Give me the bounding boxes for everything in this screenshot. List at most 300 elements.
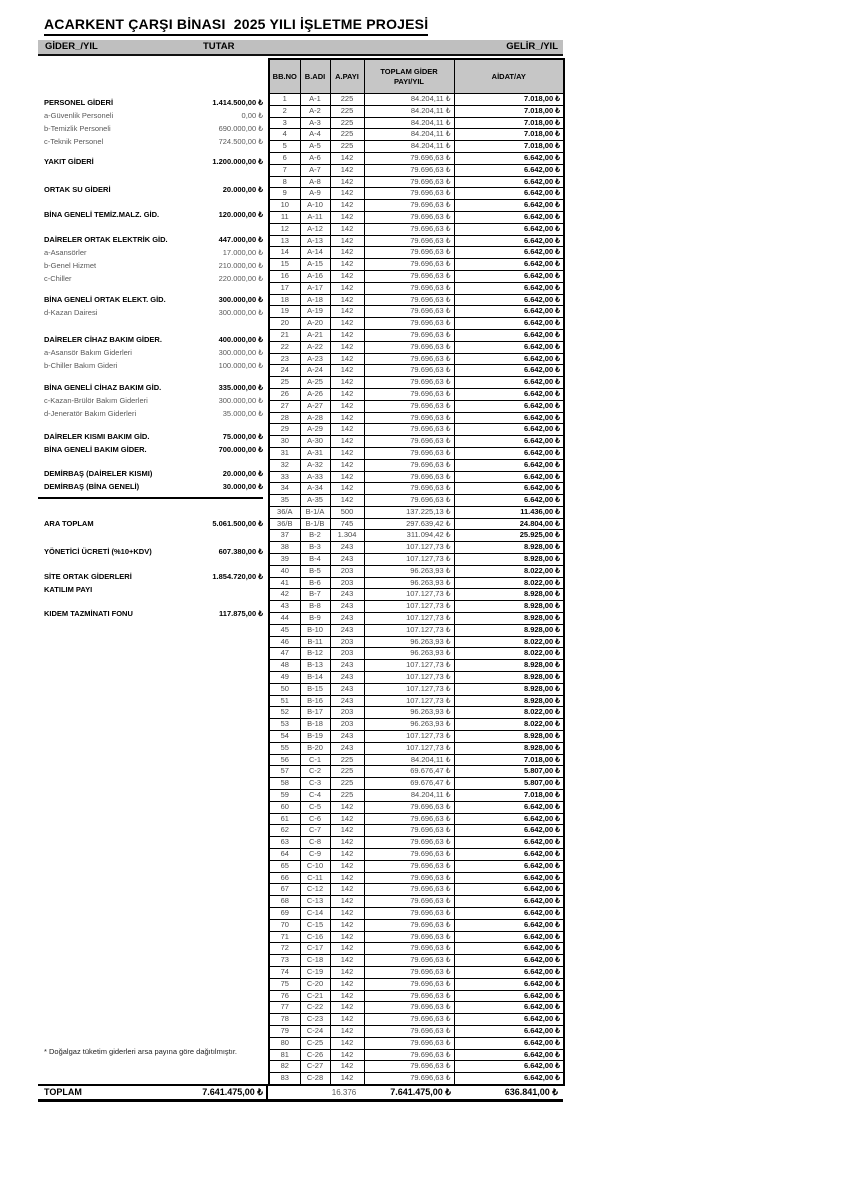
- unit-name-cell: C-3: [300, 778, 330, 790]
- expense-item: [38, 246, 263, 259]
- unit-no-cell: 67: [269, 884, 300, 896]
- land-share-cell: 243: [330, 589, 364, 601]
- unit-name-cell: C-20: [300, 978, 330, 990]
- table-row: [269, 259, 564, 271]
- expense-item: [38, 293, 263, 306]
- table-row: [269, 424, 564, 436]
- expense-item-label: ORTAK SU GİDERİ: [44, 185, 111, 194]
- expense-item-label: d-Kazan Dairesi: [44, 308, 98, 317]
- table-row: [269, 1037, 564, 1049]
- expense-item: [38, 359, 263, 372]
- monthly-due-cell: 6.642,00 ₺: [454, 223, 564, 235]
- unit-name-cell: C-7: [300, 825, 330, 837]
- expense-item-label: YÖNETİCİ ÜCRETİ (%10+KDV): [44, 547, 152, 556]
- yearly-share-cell: 84.204,11 ₺: [364, 754, 454, 766]
- unit-name-cell: B-9: [300, 613, 330, 625]
- unit-name-cell: C-17: [300, 943, 330, 955]
- land-share-cell: 142: [330, 247, 364, 259]
- unit-name-cell: A-32: [300, 459, 330, 471]
- land-share-cell: 142: [330, 860, 364, 872]
- unit-no-cell: 69: [269, 907, 300, 919]
- table-row: [269, 436, 564, 448]
- table-row: [269, 660, 564, 672]
- unit-name-cell: B-3: [300, 542, 330, 554]
- unit-no-cell: 71: [269, 931, 300, 943]
- table-row: [269, 483, 564, 495]
- monthly-due-cell: 6.642,00 ₺: [454, 849, 564, 861]
- yearly-share-cell: 79.696,63 ₺: [364, 990, 454, 1002]
- monthly-due-cell: 6.642,00 ₺: [454, 896, 564, 908]
- unit-no-cell: 32: [269, 459, 300, 471]
- monthly-due-cell: 6.642,00 ₺: [454, 1073, 564, 1085]
- unit-name-cell: C-18: [300, 955, 330, 967]
- unit-no-cell: 19: [269, 306, 300, 318]
- grand-total-bottom-border: [38, 1099, 563, 1102]
- land-share-cell: 142: [330, 282, 364, 294]
- yearly-share-cell: 79.696,63 ₺: [364, 412, 454, 424]
- table-row: [269, 931, 564, 943]
- yearly-share-cell: 79.696,63 ₺: [364, 377, 454, 389]
- table-row: [269, 695, 564, 707]
- table-row: [269, 978, 564, 990]
- unit-no-cell: 18: [269, 294, 300, 306]
- yearly-share-cell: 79.696,63 ₺: [364, 223, 454, 235]
- monthly-due-cell: 7.018,00 ₺: [454, 141, 564, 153]
- yearly-share-cell: 79.696,63 ₺: [364, 919, 454, 931]
- table-row: [269, 188, 564, 200]
- unit-no-cell: 4: [269, 129, 300, 141]
- table-row: [269, 270, 564, 282]
- monthly-due-cell: 6.642,00 ₺: [454, 495, 564, 507]
- table-row: [269, 754, 564, 766]
- unit-name-cell: C-8: [300, 837, 330, 849]
- grand-total-monthly-value: 636.841,00 ₺: [504, 1087, 558, 1097]
- unit-no-cell: 29: [269, 424, 300, 436]
- land-share-cell: 142: [330, 176, 364, 188]
- unit-name-cell: B-17: [300, 707, 330, 719]
- monthly-due-cell: 8.928,00 ₺: [454, 542, 564, 554]
- yearly-share-cell: 84.204,11 ₺: [364, 117, 454, 129]
- land-share-cell: 225: [330, 117, 364, 129]
- table-row: [269, 141, 564, 153]
- yearly-share-cell: 107.127,73 ₺: [364, 683, 454, 695]
- unit-no-cell: 25: [269, 377, 300, 389]
- unit-name-cell: A-18: [300, 294, 330, 306]
- monthly-due-cell: 6.642,00 ₺: [454, 907, 564, 919]
- expense-group: [38, 517, 263, 530]
- unit-no-cell: 51: [269, 695, 300, 707]
- table-row: [269, 849, 564, 861]
- land-share-cell: 142: [330, 164, 364, 176]
- unit-no-cell: 56: [269, 754, 300, 766]
- expense-group: [38, 545, 263, 558]
- yearly-share-cell: 84.204,11 ₺: [364, 105, 454, 117]
- land-share-cell: 142: [330, 200, 364, 212]
- expense-group: [38, 607, 263, 620]
- table-row: [269, 176, 564, 188]
- expense-item-label: b-Temizlik Personeli: [44, 124, 111, 133]
- yearly-share-cell: 297.639,42 ₺: [364, 518, 454, 530]
- yearly-share-cell: 79.696,63 ₺: [364, 1025, 454, 1037]
- unit-name-cell: C-1: [300, 754, 330, 766]
- table-row: [269, 860, 564, 872]
- expense-item-amount: 300.000,00 ₺: [218, 396, 263, 405]
- land-share-cell: 142: [330, 919, 364, 931]
- unit-name-cell: A-17: [300, 282, 330, 294]
- expense-item-label: BİNA GENELİ CİHAZ BAKIM GİD.: [44, 383, 162, 392]
- expense-item: [38, 233, 263, 246]
- unit-no-cell: 28: [269, 412, 300, 424]
- monthly-due-cell: 8.022,00 ₺: [454, 648, 564, 660]
- unit-name-cell: A-10: [300, 200, 330, 212]
- unit-name-cell: B-1/A: [300, 506, 330, 518]
- unit-no-cell: 13: [269, 235, 300, 247]
- yearly-share-cell: 79.696,63 ₺: [364, 436, 454, 448]
- land-share-cell: 500: [330, 506, 364, 518]
- land-share-cell: 142: [330, 188, 364, 200]
- land-share-cell: 142: [330, 412, 364, 424]
- table-row: [269, 1002, 564, 1014]
- unit-name-cell: C-4: [300, 790, 330, 802]
- monthly-due-cell: 8.928,00 ₺: [454, 554, 564, 566]
- expense-item-amount: 1.414.500,00 ₺: [212, 98, 263, 107]
- expense-item-label: d-Jeneratör Bakım Giderleri: [44, 409, 137, 418]
- grand-total-separator: [266, 1084, 268, 1099]
- yearly-share-cell: 79.696,63 ₺: [364, 943, 454, 955]
- unit-no-cell: 20: [269, 318, 300, 330]
- table-row: [269, 1061, 564, 1073]
- unit-no-cell: 65: [269, 860, 300, 872]
- monthly-due-cell: 6.642,00 ₺: [454, 943, 564, 955]
- monthly-due-cell: 24.804,00 ₺: [454, 518, 564, 530]
- land-share-cell: 142: [330, 837, 364, 849]
- unit-name-cell: A-2: [300, 105, 330, 117]
- unit-name-cell: A-28: [300, 412, 330, 424]
- land-share-cell: 142: [330, 424, 364, 436]
- unit-no-cell: 6: [269, 152, 300, 164]
- yearly-share-cell: 107.127,73 ₺: [364, 613, 454, 625]
- unit-name-cell: B-13: [300, 660, 330, 672]
- table-row: [269, 388, 564, 400]
- expense-item-label: DAİRELER ORTAK ELEKTRİK GİD.: [44, 235, 168, 244]
- table-row: [269, 412, 564, 424]
- expense-item: [38, 155, 263, 168]
- table-row: [269, 152, 564, 164]
- unit-no-cell: 50: [269, 683, 300, 695]
- land-share-cell: 142: [330, 849, 364, 861]
- land-share-cell: 142: [330, 1014, 364, 1026]
- unit-name-cell: A-8: [300, 176, 330, 188]
- monthly-due-cell: 6.642,00 ₺: [454, 188, 564, 200]
- monthly-due-cell: 6.642,00 ₺: [454, 377, 564, 389]
- land-share-cell: 142: [330, 318, 364, 330]
- table-row: [269, 955, 564, 967]
- expense-item: [38, 333, 263, 346]
- land-share-cell: 225: [330, 94, 364, 106]
- table-row: [269, 530, 564, 542]
- monthly-due-cell: 6.642,00 ₺: [454, 270, 564, 282]
- land-share-cell: 142: [330, 884, 364, 896]
- unit-name-cell: A-9: [300, 188, 330, 200]
- expense-item-amount: 220.000,00 ₺: [218, 274, 263, 283]
- land-share-cell: 142: [330, 436, 364, 448]
- land-share-cell: 203: [330, 565, 364, 577]
- unit-no-cell: 82: [269, 1061, 300, 1073]
- unit-no-cell: 35: [269, 495, 300, 507]
- table-row: [269, 365, 564, 377]
- unit-no-cell: 21: [269, 329, 300, 341]
- expense-item-label: a-Güvenlik Personeli: [44, 111, 114, 120]
- monthly-due-cell: 11.436,00 ₺: [454, 506, 564, 518]
- income-table-column-header: TOPLAM GİDER PAYI/YIL: [364, 59, 454, 94]
- expense-item: [38, 394, 263, 407]
- yearly-share-cell: 107.127,73 ₺: [364, 624, 454, 636]
- expense-item-amount: 20.000,00 ₺: [222, 185, 263, 194]
- land-share-cell: 243: [330, 672, 364, 684]
- yearly-share-cell: 79.696,63 ₺: [364, 235, 454, 247]
- yearly-share-cell: 79.696,63 ₺: [364, 907, 454, 919]
- unit-name-cell: C-14: [300, 907, 330, 919]
- yearly-share-cell: 107.127,73 ₺: [364, 542, 454, 554]
- yearly-share-cell: 79.696,63 ₺: [364, 837, 454, 849]
- yearly-share-cell: 107.127,73 ₺: [364, 589, 454, 601]
- unit-no-cell: 12: [269, 223, 300, 235]
- unit-no-cell: 75: [269, 978, 300, 990]
- expense-group: [38, 155, 263, 168]
- monthly-due-cell: 6.642,00 ₺: [454, 235, 564, 247]
- monthly-due-cell: 6.642,00 ₺: [454, 282, 564, 294]
- land-share-cell: 142: [330, 907, 364, 919]
- unit-name-cell: C-28: [300, 1073, 330, 1085]
- monthly-due-cell: 8.928,00 ₺: [454, 731, 564, 743]
- unit-name-cell: A-26: [300, 388, 330, 400]
- monthly-due-cell: 6.642,00 ₺: [454, 813, 564, 825]
- table-row: [269, 377, 564, 389]
- unit-no-cell: 55: [269, 742, 300, 754]
- unit-name-cell: A-5: [300, 141, 330, 153]
- unit-no-cell: 43: [269, 601, 300, 613]
- land-share-cell: 142: [330, 1073, 364, 1085]
- unit-no-cell: 31: [269, 447, 300, 459]
- land-share-cell: 142: [330, 990, 364, 1002]
- expense-item-label: b-Genel Hizmet: [44, 261, 97, 270]
- monthly-due-cell: 8.928,00 ₺: [454, 624, 564, 636]
- yearly-share-cell: 84.204,11 ₺: [364, 129, 454, 141]
- expense-item-amount: 335.000,00 ₺: [218, 383, 263, 392]
- yearly-share-cell: 79.696,63 ₺: [364, 471, 454, 483]
- yearly-share-cell: 79.696,63 ₺: [364, 294, 454, 306]
- expense-item-amount: 5.061.500,00 ₺: [212, 519, 263, 528]
- expense-item-amount: 300.000,00 ₺: [218, 295, 263, 304]
- land-share-cell: 142: [330, 447, 364, 459]
- expense-group: [38, 381, 263, 420]
- unit-name-cell: A-12: [300, 223, 330, 235]
- yearly-share-cell: 96.263,93 ₺: [364, 648, 454, 660]
- unit-name-cell: A-13: [300, 235, 330, 247]
- land-share-cell: 142: [330, 943, 364, 955]
- unit-no-cell: 11: [269, 211, 300, 223]
- unit-name-cell: B-11: [300, 636, 330, 648]
- table-row: [269, 94, 564, 106]
- monthly-due-cell: 6.642,00 ₺: [454, 919, 564, 931]
- expense-item-label: c-Teknik Personel: [44, 137, 104, 146]
- land-share-cell: 142: [330, 471, 364, 483]
- unit-no-cell: 39: [269, 554, 300, 566]
- yearly-share-cell: 96.263,93 ₺: [364, 636, 454, 648]
- expense-item-label: a-Asansör Bakım Giderleri: [44, 348, 132, 357]
- table-row: [269, 329, 564, 341]
- yearly-share-cell: 79.696,63 ₺: [364, 164, 454, 176]
- monthly-due-cell: 7.018,00 ₺: [454, 117, 564, 129]
- monthly-due-cell: 8.022,00 ₺: [454, 707, 564, 719]
- expense-item-label: KIDEM TAZMİNATI FONU: [44, 609, 133, 618]
- unit-no-cell: 14: [269, 247, 300, 259]
- table-row: [269, 105, 564, 117]
- yearly-share-cell: 107.127,73 ₺: [364, 672, 454, 684]
- unit-name-cell: A-1: [300, 94, 330, 106]
- expense-item: [38, 122, 263, 135]
- unit-no-cell: 47: [269, 648, 300, 660]
- grand-total-share-value: 16.376: [331, 1088, 357, 1097]
- unit-no-cell: 7: [269, 164, 300, 176]
- table-row: [269, 801, 564, 813]
- land-share-cell: 225: [330, 778, 364, 790]
- land-share-cell: 142: [330, 813, 364, 825]
- yearly-share-cell: 79.696,63 ₺: [364, 353, 454, 365]
- unit-no-cell: 44: [269, 613, 300, 625]
- unit-name-cell: A-11: [300, 211, 330, 223]
- unit-no-cell: 8: [269, 176, 300, 188]
- monthly-due-cell: 6.642,00 ₺: [454, 365, 564, 377]
- land-share-cell: 142: [330, 306, 364, 318]
- unit-name-cell: C-11: [300, 872, 330, 884]
- land-share-cell: 243: [330, 624, 364, 636]
- table-row: [269, 353, 564, 365]
- monthly-due-cell: 6.642,00 ₺: [454, 388, 564, 400]
- table-row: [269, 223, 564, 235]
- unit-name-cell: C-2: [300, 766, 330, 778]
- unit-no-cell: 17: [269, 282, 300, 294]
- unit-no-cell: 26: [269, 388, 300, 400]
- monthly-due-cell: 6.642,00 ₺: [454, 259, 564, 271]
- expense-item: [38, 346, 263, 359]
- unit-no-cell: 72: [269, 943, 300, 955]
- table-row: [269, 907, 564, 919]
- monthly-due-cell: 8.928,00 ₺: [454, 589, 564, 601]
- monthly-due-cell: 6.642,00 ₺: [454, 211, 564, 223]
- unit-no-cell: 48: [269, 660, 300, 672]
- yearly-share-cell: 79.696,63 ₺: [364, 884, 454, 896]
- income-table-column-header: B.ADI: [300, 59, 330, 94]
- table-row: [269, 837, 564, 849]
- table-row: [269, 719, 564, 731]
- table-row: [269, 294, 564, 306]
- table-row: [269, 318, 564, 330]
- yearly-share-cell: 79.696,63 ₺: [364, 1014, 454, 1026]
- table-row: [269, 506, 564, 518]
- expense-item-label: SİTE ORTAK GİDERLERİ: [44, 572, 132, 581]
- expense-item: [38, 443, 263, 456]
- land-share-cell: 203: [330, 577, 364, 589]
- expense-item-amount: 724.500,00 ₺: [218, 137, 263, 146]
- monthly-due-cell: 6.642,00 ₺: [454, 837, 564, 849]
- table-row: [269, 282, 564, 294]
- yearly-share-cell: 79.696,63 ₺: [364, 495, 454, 507]
- monthly-due-cell: 8.928,00 ₺: [454, 660, 564, 672]
- unit-no-cell: 53: [269, 719, 300, 731]
- unit-no-cell: 58: [269, 778, 300, 790]
- table-row: [269, 943, 564, 955]
- monthly-due-cell: 25.925,00 ₺: [454, 530, 564, 542]
- expense-item-amount: 300.000,00 ₺: [218, 348, 263, 357]
- expense-item: [38, 135, 263, 148]
- monthly-due-cell: 6.642,00 ₺: [454, 990, 564, 1002]
- yearly-share-cell: 96.263,93 ₺: [364, 565, 454, 577]
- land-share-cell: 203: [330, 636, 364, 648]
- grand-total-expense-value: 7.641.475,00 ₺: [202, 1087, 263, 1097]
- monthly-due-cell: 6.642,00 ₺: [454, 176, 564, 188]
- expense-item-amount: 100.000,00 ₺: [218, 361, 263, 370]
- unit-name-cell: B-10: [300, 624, 330, 636]
- land-share-cell: 142: [330, 801, 364, 813]
- land-share-cell: 225: [330, 754, 364, 766]
- yearly-share-cell: 107.127,73 ₺: [364, 695, 454, 707]
- table-row: [269, 1014, 564, 1026]
- unit-no-cell: 37: [269, 530, 300, 542]
- expense-item-label: c-Kazan-Brülör Bakım Giderleri: [44, 396, 148, 405]
- table-row: [269, 919, 564, 931]
- land-share-cell: 243: [330, 742, 364, 754]
- expense-item-label: PERSONEL GİDERİ: [44, 98, 114, 107]
- expense-item-amount: 1.854.720,00 ₺: [212, 572, 263, 581]
- expense-item-amount: 35.000,00 ₺: [222, 409, 263, 418]
- unit-name-cell: A-7: [300, 164, 330, 176]
- expense-item: [38, 306, 263, 319]
- monthly-due-cell: 6.642,00 ₺: [454, 329, 564, 341]
- table-row: [269, 731, 564, 743]
- expense-item-amount: 117.875,00 ₺: [219, 609, 263, 618]
- expense-item-label: DAİRELER KISMI BAKIM GİD.: [44, 432, 150, 441]
- yearly-share-cell: 79.696,63 ₺: [364, 188, 454, 200]
- unit-name-cell: C-26: [300, 1049, 330, 1061]
- unit-no-cell: 78: [269, 1014, 300, 1026]
- unit-name-cell: C-9: [300, 849, 330, 861]
- table-row: [269, 1025, 564, 1037]
- unit-name-cell: C-13: [300, 896, 330, 908]
- land-share-cell: 243: [330, 695, 364, 707]
- expense-item-label: a-Asansörler: [44, 248, 87, 257]
- table-row: [269, 813, 564, 825]
- land-share-cell: 142: [330, 294, 364, 306]
- yearly-share-cell: 79.696,63 ₺: [364, 955, 454, 967]
- table-row: [269, 447, 564, 459]
- table-row: [269, 211, 564, 223]
- table-row: [269, 884, 564, 896]
- yearly-share-cell: 79.696,63 ₺: [364, 813, 454, 825]
- yearly-share-cell: 84.204,11 ₺: [364, 94, 454, 106]
- table-row: [269, 400, 564, 412]
- unit-no-cell: 34: [269, 483, 300, 495]
- unit-name-cell: A-27: [300, 400, 330, 412]
- monthly-due-cell: 6.642,00 ₺: [454, 436, 564, 448]
- yearly-share-cell: 79.696,63 ₺: [364, 849, 454, 861]
- table-row: [269, 790, 564, 802]
- table-row: [269, 471, 564, 483]
- unit-name-cell: A-14: [300, 247, 330, 259]
- table-row: [269, 164, 564, 176]
- unit-name-cell: A-23: [300, 353, 330, 365]
- unit-no-cell: 33: [269, 471, 300, 483]
